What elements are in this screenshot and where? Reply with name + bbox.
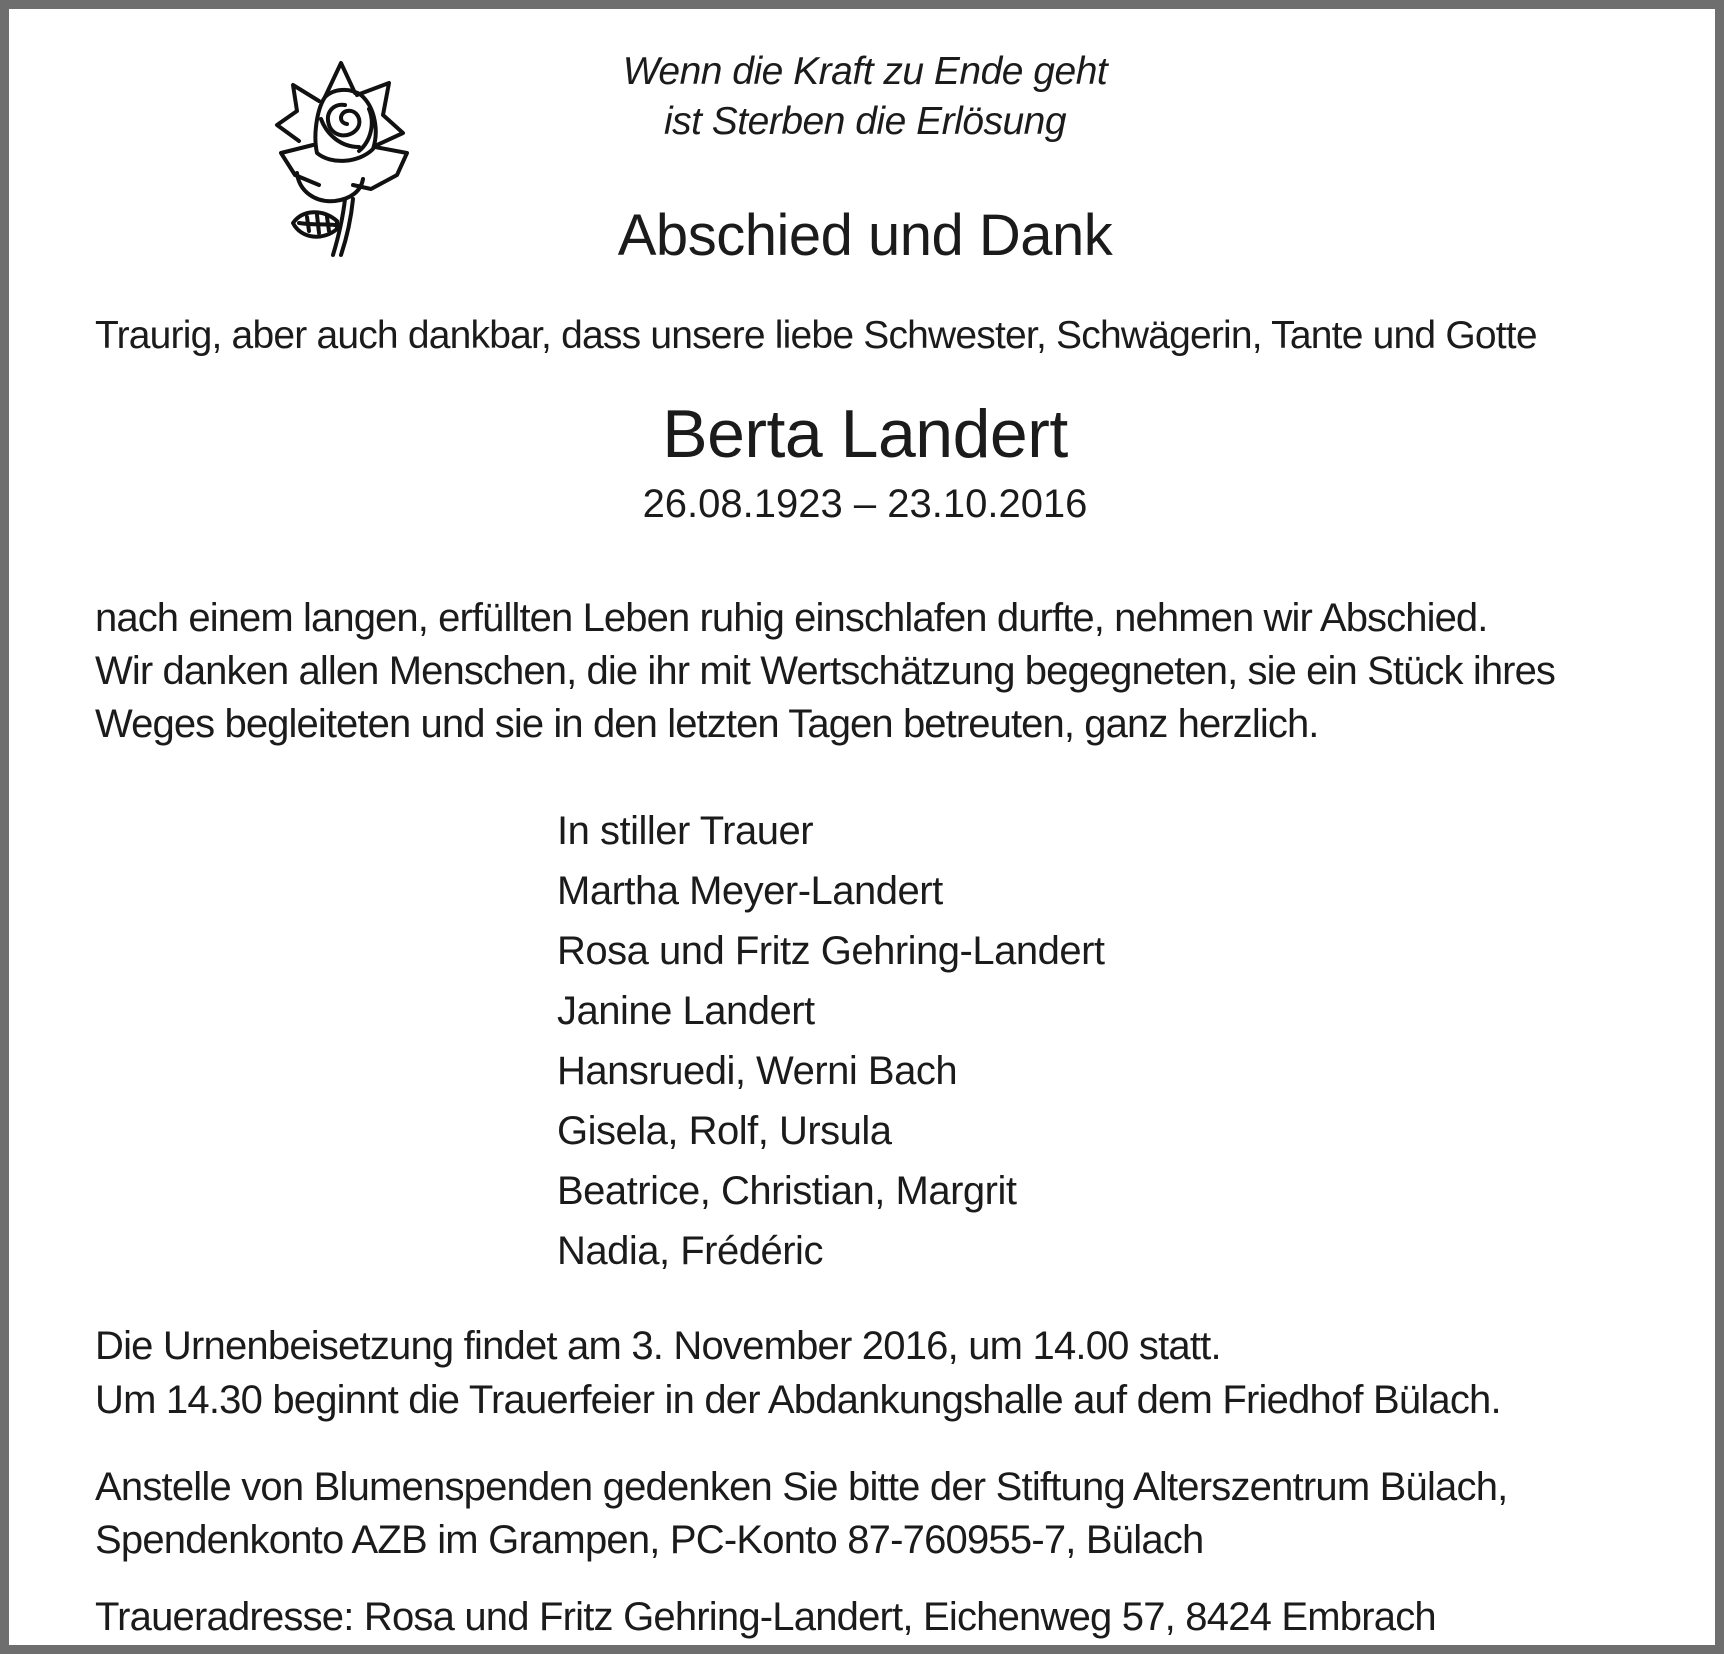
- body-line: Wir danken allen Menschen, die ihr mit Wertschätzung begegneten, sie ein Stück ihres: [95, 648, 1556, 693]
- life-dates: 26.08.1923 – 23.10.2016: [642, 481, 1088, 526]
- funeral-info: [95, 1319, 1635, 1427]
- mourning-address: Traueradresse: Rosa und Fritz Gehring-Landert, Eichenweg 57, 8424 Embrach: [95, 1594, 1436, 1639]
- notice-content: [9, 47, 1715, 1654]
- mourners-list: [557, 801, 1635, 1281]
- intro-text: Traurig, aber auch dankbar, dass unsere liebe Schwester, Schwägerin, Tante und Gotte: [95, 313, 1537, 357]
- deceased-name: Berta Landert: [662, 395, 1068, 472]
- mourner-name: Janine Landert: [557, 988, 815, 1033]
- funeral-info-line: Um 14.30 beginnt die Trauerfeier in der Abdankungshalle auf dem Friedhof Bülach.: [95, 1377, 1501, 1422]
- notice-title: Abschied und Dank: [617, 203, 1113, 268]
- donation-info-line: Anstelle von Blumenspenden gedenken Sie bitte der Stiftung Alterszentrum Bülach,: [95, 1464, 1508, 1509]
- mourner-name: Beatrice, Christian, Margrit: [557, 1168, 1017, 1213]
- mourner-name: Nadia, Frédéric: [557, 1228, 823, 1273]
- body-line: Weges begleiteten und sie in den letzten Tagen betreuten, ganz herzlich.: [95, 701, 1319, 746]
- body-line: nach einem langen, erfüllten Leben ruhig einschlafen durfte, nehmen wir Abschied.: [95, 595, 1488, 640]
- mourner-name: Gisela, Rolf, Ursula: [557, 1108, 892, 1153]
- epigraph-line-1: Wenn die Kraft zu Ende geht: [622, 50, 1108, 93]
- mourner-name: Hansruedi, Werni Bach: [557, 1048, 958, 1093]
- epigraph: [95, 47, 1635, 147]
- mourner-name: Martha Meyer-Landert: [557, 868, 943, 913]
- mourner-name: Rosa und Fritz Gehring-Landert: [557, 928, 1105, 973]
- body-paragraph: [95, 592, 1635, 751]
- epigraph-line-2: ist Sterben die Erlösung: [663, 100, 1067, 143]
- donation-info: [95, 1461, 1635, 1567]
- mourners-heading: In stiller Trauer: [557, 808, 814, 853]
- donation-info-line: Spendenkonto AZB im Grampen, PC-Konto 87-760955-7, Bülach: [95, 1517, 1204, 1562]
- funeral-info-line: Die Urnenbeisetzung findet am 3. November 2016, um 14.00 statt.: [95, 1323, 1221, 1368]
